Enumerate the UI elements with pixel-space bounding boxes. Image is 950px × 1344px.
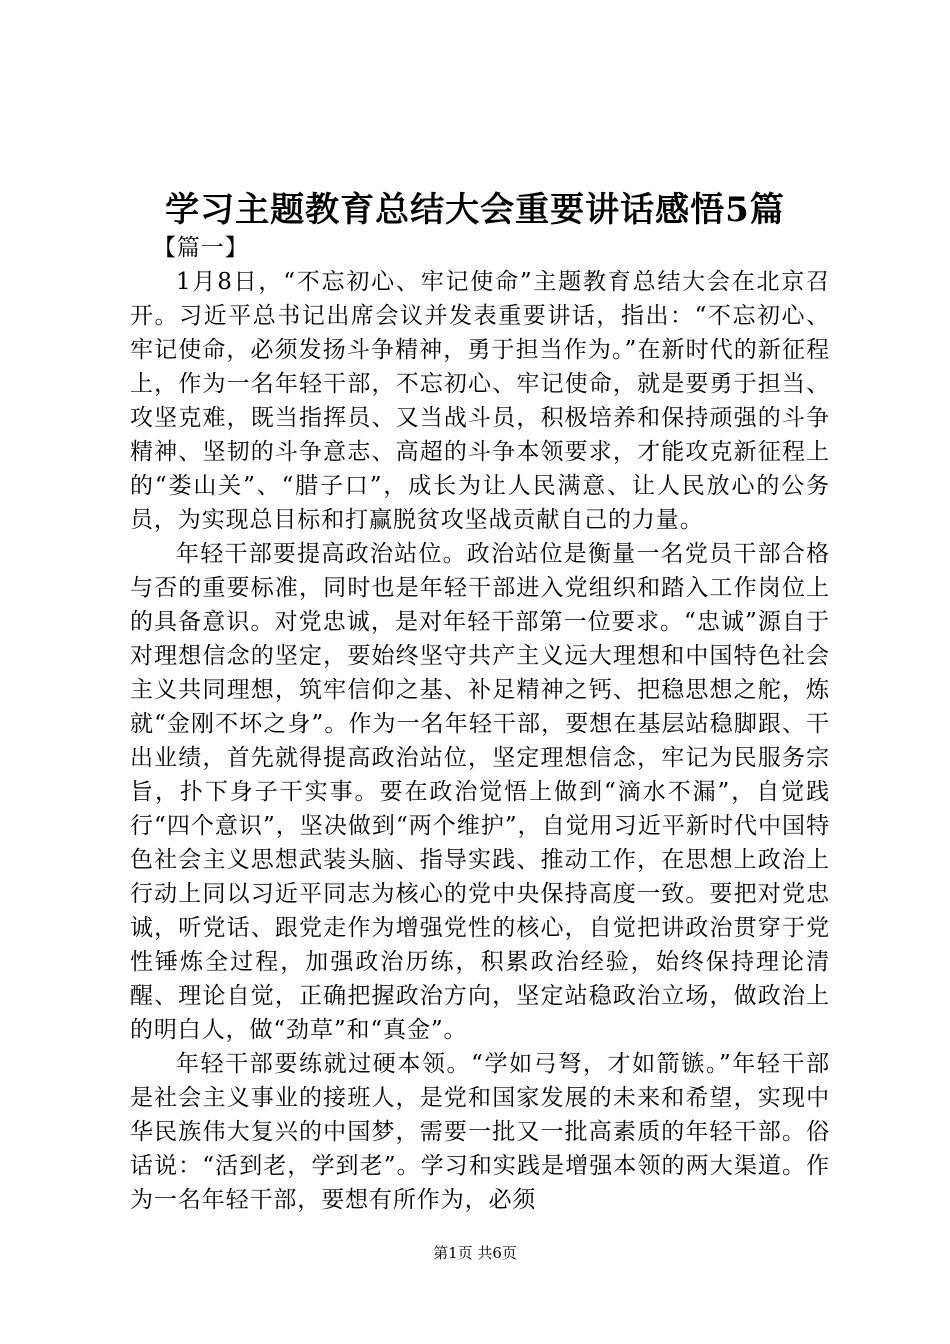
paragraph-3: 年轻干部要练就过硬本领。“学如弓弩，才如箭镞。”年轻干部是社会主义事业的接班人，是党和国家发展的未来和希望，实现中华民族伟大复兴的中国梦，需要一批又一批高素质的年轻干部。俗话说：“活到老，学到老”。学习和实践是增强本领的两大渠道。作为一名年轻干部，要想有所作为，必须 xyxy=(130,1051,830,1213)
section-label: 【篇一】 xyxy=(153,235,249,261)
document-body xyxy=(130,231,830,1217)
paragraph-2: 年轻干部要提高政治站位。政治站位是衡量一名党员干部合格与否的重要标准，同时也是年轻干部进入党组织和踏入工作岗位上的具备意识。对党忠诚，是对年轻干部第一位要求。“忠诚”源自于对理想信念的坚定，要始终坚守共产主义远大理想和中国特色社会主义共同理想，筑牢信仰之基、补足精神之钙、把稳思想之舵，炼就“金刚不坏之身”。作为一名年轻干部，要想在基层站稳脚跟、干出业绩，首先就得提高政治站位，坚定理想信念，牢记为民服务宗旨，扑下身子干实事。要在政治觉悟上做到“滴水不漏”，自觉践行“四个意识”，坚决做到“两个维护”，自觉用习近平新时代中国特色社会主义思想武装头脑、指导实践、推动工作，在思想上政治上行动上同以习近平同志为核心的党中央保持高度一致。要把对党忠诚，听党话、跟党走作为增强党性的核心，自觉把讲政治贯穿于党性锤炼全过程，加强政治历练，积累政治经验，始终保持理论清醒、理论自觉，正确把握政治方向，坚定站稳政治立场，做政治上的明白人，做“劲草”和“真金”。 xyxy=(130,541,830,1043)
document-title: 学习主题教育总结大会重要讲话感悟5篇 xyxy=(165,190,785,230)
page-footer: 第1页 共6页 xyxy=(433,1244,517,1262)
paragraph-1: 1月8日，“不忘初心、牢记使命”主题教育总结大会在北京召开。习近平总书记出席会议并发表重要讲话，指出：“不忘初心、牢记使命，必须发扬斗争精神，勇于担当作为。”在新时代的新征程上，作为一名年轻干部，不忘初心、牢记使命，就是要勇于担当、攻坚克难，既当指挥员、又当战斗员，积极培养和保持顽强的斗争精神、坚韧的斗争意志、高超的斗争本领要求，才能攻克新征程上的“娄山关”、“腊子口”，成长为让人民满意、让人民放心的公务员，为实现总目标和打赢脱贫攻坚战贡献自己的力量。 xyxy=(130,269,830,533)
